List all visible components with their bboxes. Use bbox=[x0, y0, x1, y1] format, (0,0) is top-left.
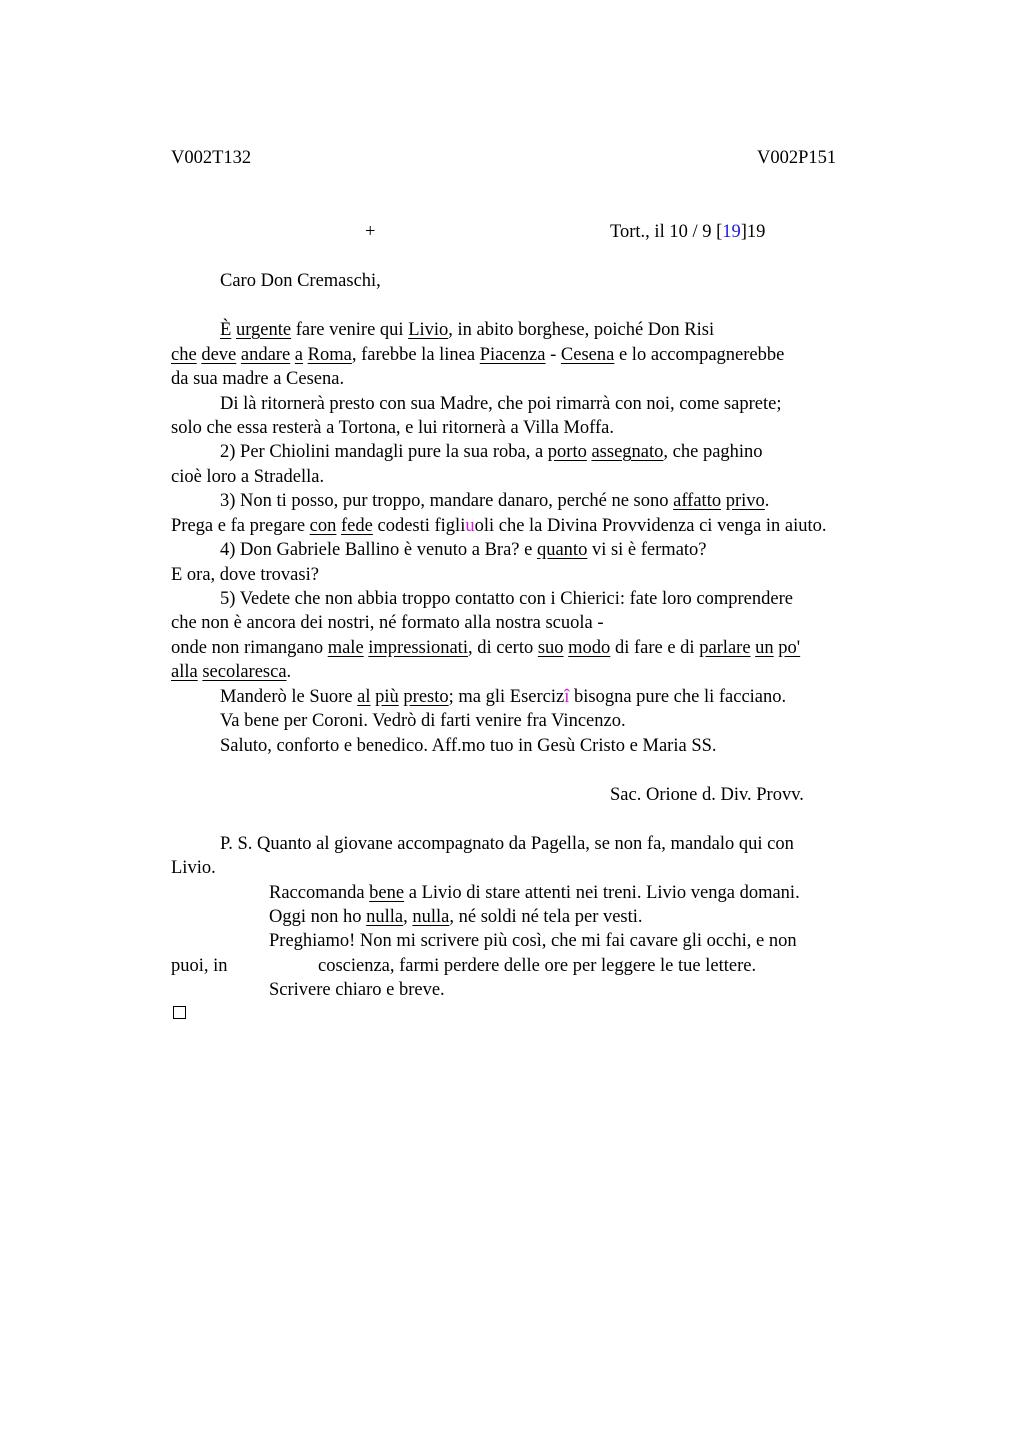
postscript-line: P. S. Quanto al giovane accompagnato da Pagella, se non fa, mandalo qui con bbox=[220, 834, 794, 854]
dateline: Tort., il 10 / 9 [19]19 bbox=[610, 222, 766, 242]
body-line: Di là ritornerà presto con sua Madre, che poi rimarrà con noi, come saprete; bbox=[220, 394, 782, 414]
postscript-line: Raccomanda bene a Livio di stare attenti nei treni. Livio venga domani. bbox=[269, 883, 800, 903]
body-line: Prega e fa pregare con fede codesti figliuoli che la Divina Provvidenza ci venga in aiuto. bbox=[171, 516, 827, 536]
salutation: Caro Don Cremaschi, bbox=[220, 271, 381, 291]
postscript-line: Livio. bbox=[171, 858, 216, 878]
editorial-letter: î bbox=[564, 687, 570, 707]
body-line: 3) Non ti posso, pur troppo, mandare danaro, perché ne sono affatto privo. bbox=[220, 491, 770, 511]
postscript-line: Preghiamo! Non mi scrivere più così, che mi fai cavare gli occhi, e non bbox=[269, 931, 797, 951]
body-line: È urgente fare venire qui Livio, in abito borghese, poiché Don Risi bbox=[220, 320, 715, 340]
body-line: cioè loro a Stradella. bbox=[171, 467, 325, 487]
body-line: da sua madre a Cesena. bbox=[171, 369, 345, 389]
body-line: 4) Don Gabriele Ballino è venuto a Bra? e quanto vi si è fermato? bbox=[220, 540, 707, 560]
body-line: Saluto, conforto e benedico. Aff.mo tuo in Gesù Cristo e Maria SS. bbox=[220, 736, 717, 756]
signature: Sac. Orione d. Div. Provv. bbox=[610, 785, 804, 805]
postscript-line: Oggi non ho nulla, nulla, né soldi né tela per vesti. bbox=[269, 907, 643, 927]
editorial-year: 19 bbox=[722, 222, 741, 242]
body-line: Manderò le Suore al più presto; ma gli Esercizî bisogna pure che li facciano. bbox=[220, 687, 787, 707]
end-box-icon bbox=[173, 1006, 186, 1019]
body-line: Va bene per Coroni. Vedrò di farti venire fra Vincenzo. bbox=[220, 711, 626, 731]
body-line: 2) Per Chiolini mandagli pure la sua roba, a porto assegnato, che paghino bbox=[220, 442, 763, 462]
body-line: che non è ancora dei nostri, né formato alla nostra scuola - bbox=[171, 613, 604, 633]
body-line: solo che essa resterà a Tortona, e lui ritornerà a Villa Moffa. bbox=[171, 418, 614, 438]
editorial-letter: u bbox=[465, 516, 475, 536]
document-code-right: V002P151 bbox=[757, 148, 837, 168]
document-code-left: V002T132 bbox=[171, 148, 252, 168]
postscript-line: coscienza, farmi perdere delle ore per leggere le tue lettere. bbox=[318, 956, 757, 976]
body-line: alla secolaresca. bbox=[171, 662, 292, 682]
body-line: onde non rimangano male impressionati, di certo suo modo di fare e di parlare un po' bbox=[171, 638, 801, 658]
postscript-line: Scrivere chiaro e breve. bbox=[269, 980, 445, 1000]
cross-mark: + bbox=[365, 222, 376, 242]
body-line: che deve andare a Roma, farebbe la linea Piacenza - Cesena e lo accompagnerebbe bbox=[171, 345, 785, 365]
postscript-line: puoi, in bbox=[171, 956, 228, 976]
body-line: 5) Vedete che non abbia troppo contatto con i Chierici: fate loro comprendere bbox=[220, 589, 793, 609]
body-line: E ora, dove trovasi? bbox=[171, 565, 319, 585]
